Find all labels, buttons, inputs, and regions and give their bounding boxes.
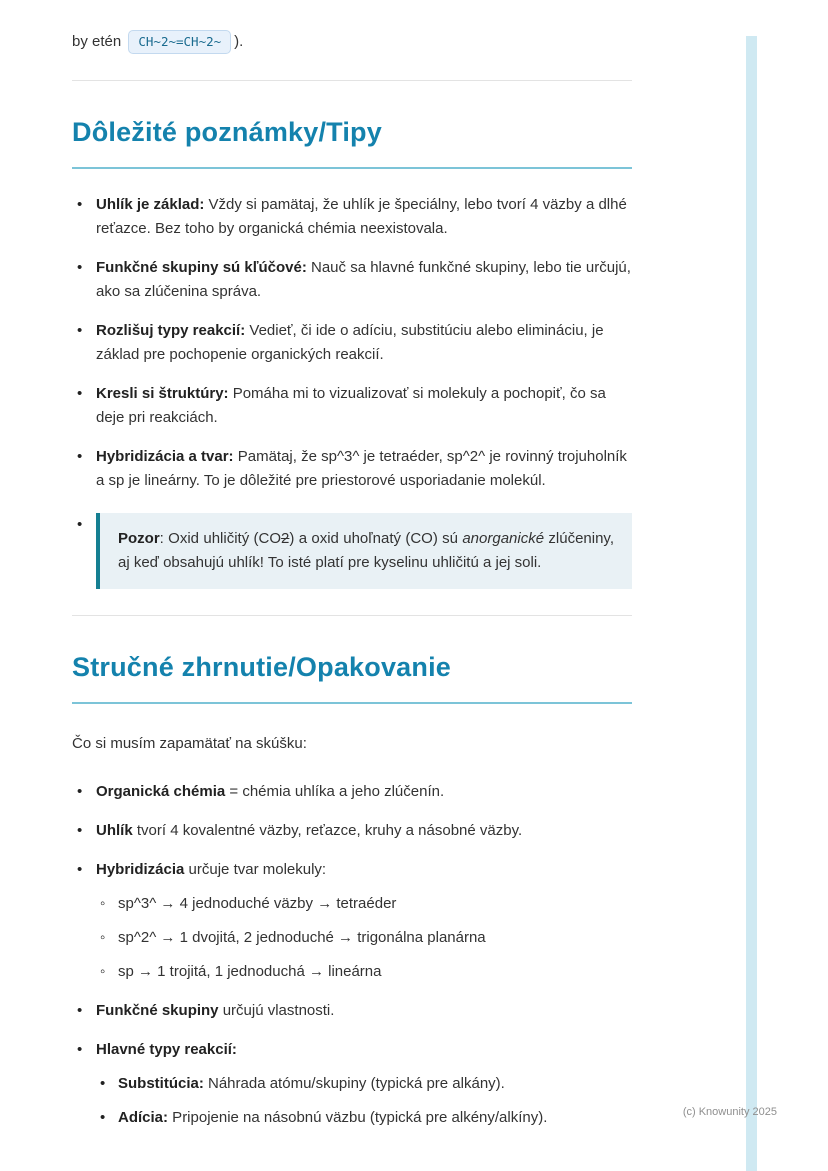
list-item <box>72 382 632 430</box>
item-text: Vždy si pamätaj, že uhlík je špeciálny, lebo tvorí 4 väzby a dlhé reťazce. Bez toho by organická chémia neexistovala. <box>96 196 627 238</box>
callout-box <box>96 513 632 589</box>
list-item <box>72 858 632 984</box>
list-item <box>72 999 632 1023</box>
list-item <box>72 780 632 804</box>
sub-list-item <box>96 1106 632 1130</box>
list-item <box>72 1038 632 1130</box>
item-text: Vedieť, či ide o adíciu, substitúciu alebo elimináciu, je základ pre pochopenie organických reakcií. <box>96 322 604 364</box>
callout-text-1: : Oxid uhličitý (CO <box>159 530 282 548</box>
section-title-summary: Stručné zhrnutie/Opakovanie <box>72 646 632 704</box>
item-lead-bold: Uhlík je základ: <box>96 196 205 214</box>
item-text: Pamätaj, že sp^3^ je tetraéder, sp^2^ je rovinný trojuholník a sp je lineárny. To je dôležité pre priestorové usporiadanie molekúl. <box>96 448 627 490</box>
item-lead-bold: Organická chémia <box>96 783 226 801</box>
item-lead-bold: Substitúcia: <box>118 1075 204 1093</box>
callout-italic: anorganické <box>462 530 545 548</box>
page-content <box>72 30 632 1145</box>
item-lead-bold: Hybridizácia a tvar: <box>96 448 234 466</box>
list-item <box>72 256 632 304</box>
item-lead-bold: Hlavné typy reakcií: <box>96 1041 237 1059</box>
list-item <box>72 819 632 843</box>
item-text: určujú vlastnosti. <box>218 1002 335 1020</box>
sub-list-item <box>96 1072 632 1096</box>
item-lead-bold: Uhlík <box>96 822 133 840</box>
inline-code-badge: CH~2~=CH~2~ <box>128 30 231 54</box>
intro-suffix: ). <box>234 33 244 50</box>
callout-strikethrough: 2 <box>281 530 290 548</box>
sub-list-item: ◦ sp → 1 trojitá, 1 jednoduchá → lineárna <box>96 960 632 984</box>
item-text: Nauč sa hlavné funkčné skupiny, lebo tie určujú, ako sa zlúčenina správa. <box>96 259 631 301</box>
callout-text-3: zlúčeniny, aj keď obsahujú uhlík! To isté platí pre kyselinu uhličitú a jej soli. <box>118 530 614 572</box>
section-title-tips: Dôležité poznámky/Tipy <box>72 111 632 169</box>
sub-list-item: ◦ sp^2^ → 1 dvojitá, 2 jednoduché → trigonálna planárna <box>96 926 632 950</box>
tips-list <box>72 193 632 589</box>
reaction-types-sublist <box>96 1072 632 1130</box>
item-lead-bold: Adícia: <box>118 1109 169 1127</box>
item-lead-bold: Funkčné skupiny <box>96 1002 219 1020</box>
section-divider <box>72 80 632 81</box>
list-item <box>72 193 632 241</box>
hybridization-sublist <box>96 892 632 984</box>
item-text: Pripojenie na násobnú väzbu (typická pre alkény/alkíny). <box>168 1109 548 1127</box>
section-divider <box>72 615 632 616</box>
item-lead-bold: Kresli si štruktúry: <box>96 385 229 403</box>
item-text: určuje tvar molekuly: <box>184 861 327 879</box>
item-text: = chémia uhlíka a jeho zlúčenín. <box>225 783 445 801</box>
summary-intro: Čo si musím zapamätať na skúšku: <box>72 735 307 753</box>
item-lead-bold: Funkčné skupiny sú kľúčové: <box>96 259 307 277</box>
item-text: Pomáha mi to vizualizovať si molekuly a pochopiť, čo sa deje pri reakciách. <box>96 385 606 427</box>
intro-line <box>72 30 632 54</box>
list-item <box>72 445 632 493</box>
summary-list <box>72 780 632 1130</box>
copyright-notice: (c) Knowunity 2025 <box>682 1106 777 1118</box>
sub-list-item: ◦ sp^3^ → 4 jednoduché väzby → tetraéder <box>96 892 632 916</box>
item-text: Náhrada atómu/skupiny (typická pre alkány). <box>203 1075 505 1093</box>
item-lead-bold: Hybridizácia <box>96 861 185 879</box>
intro-prefix: by etén <box>72 33 126 50</box>
page-edge-accent-strip <box>746 36 757 1171</box>
item-lead-bold: Rozlišuj typy reakcií: <box>96 322 246 340</box>
callout-label: Pozor <box>118 530 160 548</box>
list-item <box>72 319 632 367</box>
item-text: tvorí 4 kovalentné väzby, reťazce, kruhy a násobné väzby. <box>132 822 523 840</box>
callout-text-2: ) a oxid uhoľnatý (CO) sú <box>289 530 463 548</box>
list-item-callout <box>72 513 632 589</box>
